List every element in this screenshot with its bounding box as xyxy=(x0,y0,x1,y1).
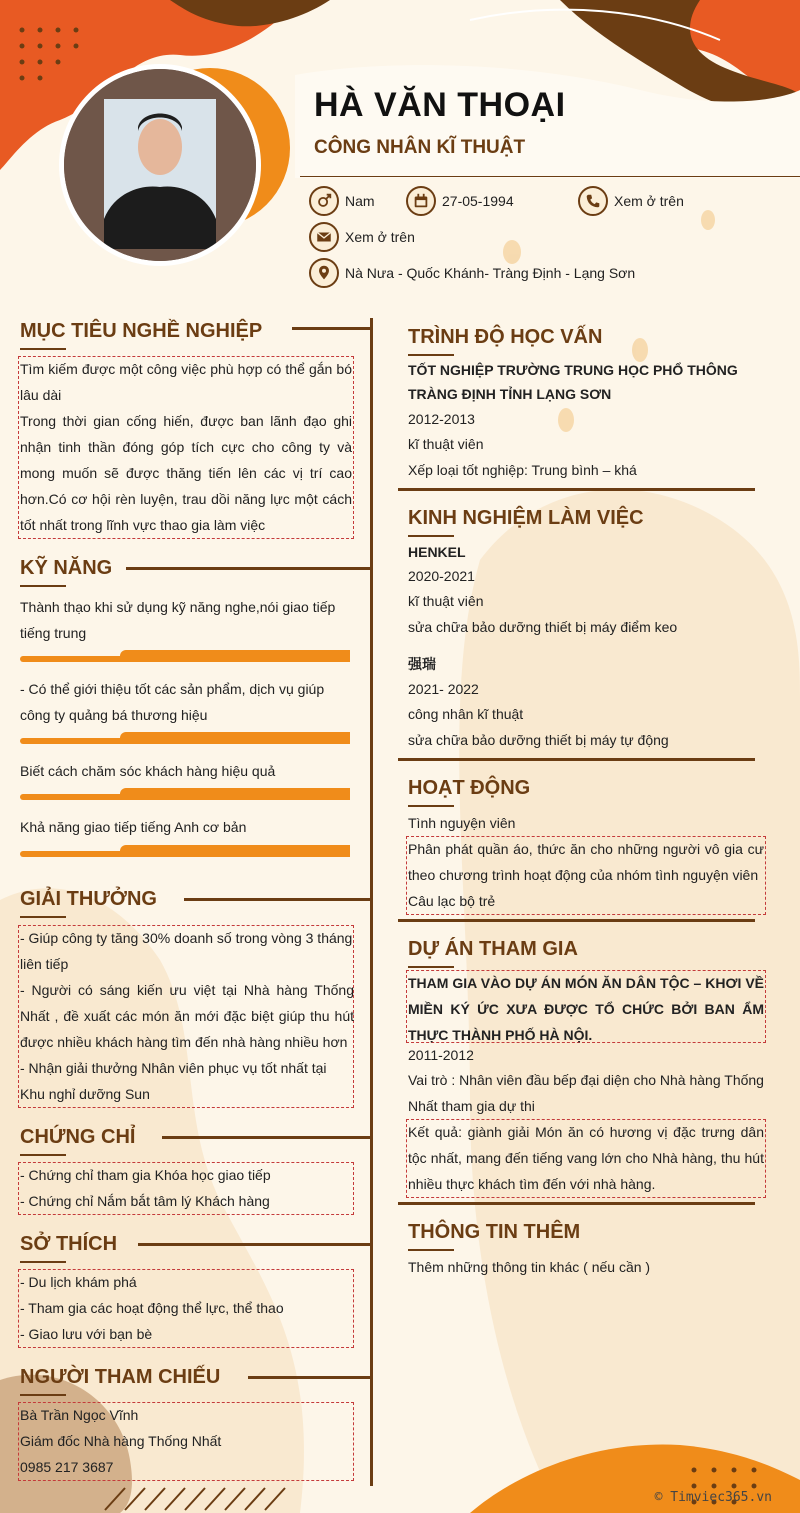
activities-title: HOẠT ĐỘNG xyxy=(408,777,531,799)
hobbies-title: SỞ THÍCH xyxy=(20,1233,118,1255)
references-line xyxy=(248,1376,372,1379)
avatar xyxy=(64,69,256,261)
education-years: 2012-2013 xyxy=(408,411,475,427)
awards-underline xyxy=(20,916,66,918)
skills-line xyxy=(126,567,372,570)
watermark: © Timviec365.vn xyxy=(654,1490,772,1505)
skill-text-4: Khả năng giao tiếp tiếng Anh cơ bản xyxy=(20,819,247,835)
calendar-icon xyxy=(406,186,436,216)
references-title: NGƯỜI THAM CHIẾU xyxy=(20,1366,221,1388)
projects-title: DỰ ÁN THAM GIA xyxy=(408,938,578,960)
education-grade: Xếp loại tốt nghiệp: Trung bình – khá xyxy=(408,462,637,478)
project-result: Kết quả: giành giải Món ăn có hương vị đặc trưng dân tộc nhất, mang đến tiếng vang lớn cho Nhà hàng, thu hút nhiều thực khách tìm đến với nhà hàng. xyxy=(408,1124,764,1192)
experience-title: KINH NGHIỆM LÀM VIỆC xyxy=(408,507,644,529)
experience-underline xyxy=(408,535,454,537)
address-value: Nà Nưa - Quốc Khánh- Tràng Định - Lạng Sơn xyxy=(345,265,636,281)
awards-line xyxy=(184,898,372,901)
job-1-role: kĩ thuật viên xyxy=(408,593,484,609)
job-1-years: 2020-2021 xyxy=(408,568,475,584)
education-major: kĩ thuật viên xyxy=(408,436,484,452)
skill-text-1: Thành thạo khi sử dụng kỹ năng nghe,nói giao tiếp tiếng trung xyxy=(20,599,336,641)
education-title: TRÌNH ĐỘ HỌC VẤN xyxy=(408,326,603,348)
awards-title: GIẢI THƯỞNG xyxy=(20,888,157,910)
column-divider xyxy=(370,318,373,1486)
skill-bar-1 xyxy=(20,650,350,662)
certificate-2: - Chứng chỉ Nắm bắt tâm lý Khách hàng xyxy=(20,1193,270,1209)
certificates-line xyxy=(162,1136,372,1139)
hobby-3: - Giao lưu với bạn bè xyxy=(20,1326,153,1342)
awards-text-2: - Người có sáng kiến ưu việt tại Nhà hàng Thống Nhất , đề xuất các món ăn mới đặc biệt giúp thu hút được nhiều khách hàng tìm đến nhà hàng nhiều hơn xyxy=(20,982,354,1050)
location-pin-icon xyxy=(309,258,339,288)
gender-row xyxy=(309,186,375,216)
email-icon xyxy=(309,222,339,252)
email-value: Xem ở trên xyxy=(345,229,415,245)
skills-underline xyxy=(20,585,66,587)
birthday-row xyxy=(406,186,514,216)
objective-text-2: Trong thời gian cống hiến, được ban lãnh đạo ghi nhận tinh thần đóng góp tích cực cho công ty và mong muốn sẽ được thăng tiến lên các vị trí cao hơn.Có cơ hội rèn luyện, trau dồi năng lực một cách tốt nhất trong lĩnh vực thao gia làm việc xyxy=(20,413,352,533)
certificates-title: CHỨNG CHỈ xyxy=(20,1126,136,1148)
skill-bar-3 xyxy=(20,788,350,800)
birthday-value: 27-05-1994 xyxy=(442,193,514,209)
education-school: TỐT NGHIỆP TRƯỜNG TRUNG HỌC PHỔ THÔNG TRÀNG ĐỊNH TỈNH LẠNG SƠN xyxy=(408,362,738,402)
hobby-1: - Du lịch khám phá xyxy=(20,1274,137,1290)
reference-phone: 0985 217 3687 xyxy=(20,1459,114,1475)
education-underline xyxy=(408,354,454,356)
job-2-role: công nhân kĩ thuật xyxy=(408,706,524,722)
activity-role: Tình nguyện viên xyxy=(408,815,516,831)
job-1-company: HENKEL xyxy=(408,544,466,560)
phone-value: Xem ở trên xyxy=(614,193,684,209)
education-line xyxy=(398,488,755,491)
project-name: THAM GIA VÀO DỰ ÁN MÓN ĂN DÂN TỘC – KHƠI VỀ MIỀN KÝ ỨC XƯA ĐƯỢC TỔ CHỨC BỞI BAN ẨM THỰC THÀNH PHỐ HÀ NỘI. xyxy=(408,975,764,1043)
phone-icon xyxy=(578,186,608,216)
activities-underline xyxy=(408,805,454,807)
header-divider xyxy=(300,176,800,177)
job-2-years: 2021- 2022 xyxy=(408,681,479,697)
gender-icon xyxy=(309,186,339,216)
more-info-title: THÔNG TIN THÊM xyxy=(408,1221,581,1243)
candidate-name: HÀ VĂN THOẠI xyxy=(314,86,566,124)
address-row xyxy=(309,258,635,288)
objective-underline xyxy=(20,348,66,350)
experience-line xyxy=(398,758,755,761)
project-years: 2011-2012 xyxy=(408,1047,474,1063)
reference-position: Giám đốc Nhà hàng Thống Nhất xyxy=(20,1433,222,1449)
activity-desc: Phân phát quần áo, thức ăn cho những người vô gia cư theo chương trình hoạt động của nhóm tình nguyện viên xyxy=(408,841,764,883)
email-row xyxy=(309,222,415,252)
hobbies-line xyxy=(138,1243,372,1246)
skill-bar-2 xyxy=(20,732,350,744)
skill-text-2: - Có thể giới thiệu tốt các sản phẩm, dịch vụ giúp công ty quảng bá thương hiệu xyxy=(20,681,325,723)
certificates-underline xyxy=(20,1154,66,1156)
job-2-desc: sửa chữa bảo dưỡng thiết bị máy tự động xyxy=(408,732,669,748)
skills-title: KỸ NĂNG xyxy=(20,557,113,579)
job-2-company: 强瑞 xyxy=(408,657,436,673)
objective-line xyxy=(292,327,372,330)
more-info-text: Thêm những thông tin khác ( nếu cần ) xyxy=(408,1259,651,1275)
projects-line xyxy=(398,1202,755,1205)
references-underline xyxy=(20,1394,66,1396)
certificate-1: - Chứng chỉ tham gia Khóa học giao tiếp xyxy=(20,1167,271,1183)
more-info-underline xyxy=(408,1249,454,1251)
gender-value: Nam xyxy=(345,193,375,209)
job-title: CÔNG NHÂN KĨ THUẬT xyxy=(314,137,526,158)
skill-text-3: Biết cách chăm sóc khách hàng hiệu quả xyxy=(20,763,276,779)
phone-row xyxy=(578,186,684,216)
hobby-2: - Tham gia các hoạt động thể lực, thể thao xyxy=(20,1300,284,1316)
projects-underline xyxy=(408,966,454,968)
project-role: Vai trò : Nhân viên đầu bếp đại diện cho Nhà hàng Thống Nhất tham gia dự thi xyxy=(408,1072,764,1114)
job-1-desc: sửa chữa bảo dưỡng thiết bị máy điểm keo xyxy=(408,619,678,635)
awards-text-1: - Giúp công ty tăng 30% doanh số trong vòng 3 tháng liên tiếp xyxy=(20,930,353,972)
activities-line xyxy=(398,919,755,922)
hobbies-underline xyxy=(20,1261,66,1263)
objective-text-1: Tìm kiếm được một công việc phù hợp có thể gắn bó lâu dài xyxy=(20,361,352,403)
objective-title: MỤC TIÊU NGHỀ NGHIỆP xyxy=(20,320,263,342)
activity-org: Câu lạc bộ trẻ xyxy=(408,893,496,909)
skill-bar-4 xyxy=(20,845,350,857)
reference-name: Bà Trần Ngọc Vĩnh xyxy=(20,1407,139,1423)
awards-text-3: - Nhận giải thưởng Nhân viên phục vụ tốt nhất tại Khu nghỉ dưỡng Sun xyxy=(20,1060,327,1102)
